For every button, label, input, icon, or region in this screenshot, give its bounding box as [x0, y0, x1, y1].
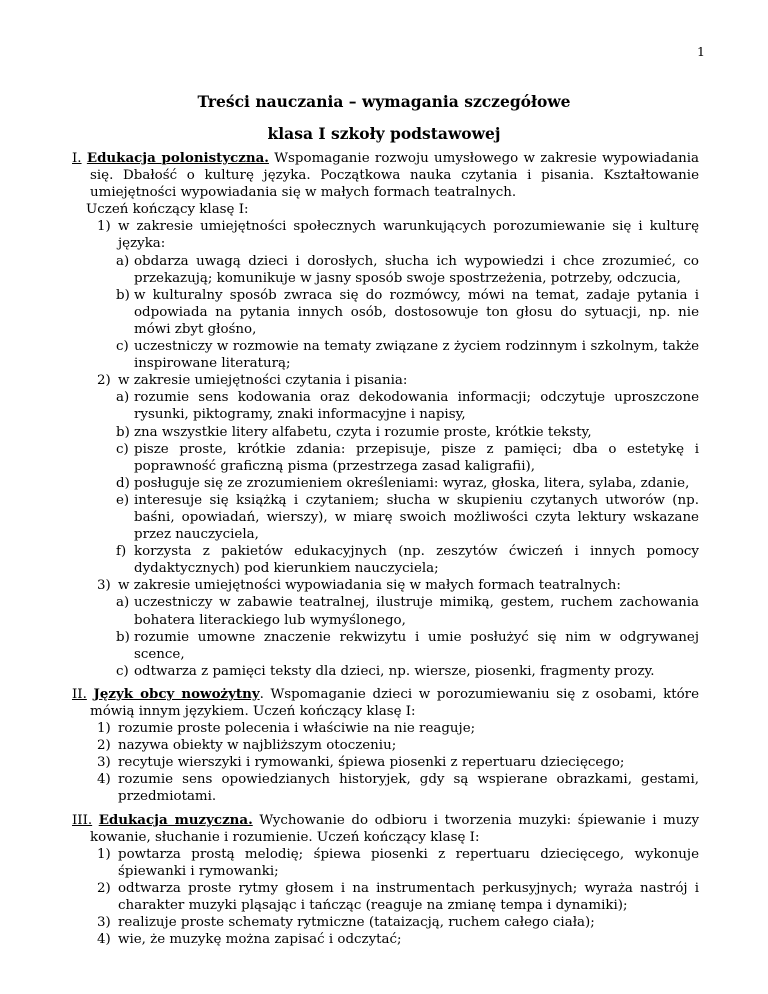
list-item-number: 2)	[97, 373, 111, 389]
section-foreign-language	[72, 686, 699, 806]
sub-list-item-text: korzysta z pakietów edukacyjnych (np. zeszytów ćwiczeń i innych pomocy dydaktycznych) pod kierunkiem nauczyciela;	[134, 544, 699, 577]
sub-list-item-text: obdarza uwagą dzieci i dorosłych, słucha ich wypowiedzi i chce zrozumieć, co przekazują; komunikuje w jasny sposób swoje spostrzeżenia, potrzeby, odczucia,	[134, 253, 699, 286]
section-polish	[72, 150, 699, 680]
list-item-number: 2)	[97, 880, 111, 896]
list-item-number: 1)	[97, 219, 111, 235]
sub-list-item	[72, 663, 699, 680]
list-item-number: 3)	[97, 915, 111, 931]
sub-list-item	[72, 424, 699, 441]
list-item	[72, 880, 699, 914]
sub-list-item-text: uczestniczy w zabawie teatralnej, ilustruje mimiką, gestem, ruchem zachowania bohatera literackiego lub wymyślonego,	[134, 595, 699, 628]
list-item	[72, 737, 699, 754]
list-item	[72, 372, 699, 389]
list-item-text: w zakresie umiejętności czytania i pisania:	[118, 373, 408, 389]
sub-list-item-letter: b)	[116, 629, 130, 645]
sub-list-item-letter: a)	[116, 390, 130, 406]
sub-list-item-letter: d)	[116, 475, 130, 491]
list-item-text: w zakresie umiejętności wypowiadania się w małych formach teatralnych:	[118, 578, 621, 594]
section-heading-paragraph	[72, 150, 699, 201]
list-item-text: wie, że muzykę można zapisać i odczytać;	[118, 932, 402, 948]
section-title: Edukacja muzyczna.	[98, 811, 253, 828]
section-title: Język obcy nowożytny	[93, 685, 260, 702]
document-title: Treści nauczania – wymagania szczegółowe	[197, 92, 571, 111]
document-subtitle: klasa I szkoły podstawowej	[267, 124, 501, 143]
sub-list-item-text: zna wszystkie litery alfabetu, czyta i rozumie proste, krótkie teksty,	[134, 424, 592, 440]
list-item-text: odtwarza proste rytmy głosem i na instrumentach perkusyjnych; wyraża nastrój i charakter muzyki pląsając i tańcząc (reaguje na zmianę tempa i dynamiki);	[118, 880, 699, 914]
list-item-number: 2)	[97, 738, 111, 754]
list-item-number: 1)	[97, 846, 111, 862]
sub-list-item-text: pisze proste, krótkie zdania: przepisuje, pisze z pamięci; dba o estetykę i poprawność graficzną pisma (przestrzega zasad kaligrafii),	[134, 441, 699, 474]
section-intro: . Wspomaganie dzieci w porozumiewaniu się z osobami, które mówią innym językiem. Uczeń kończący klasę I:	[90, 686, 699, 719]
list-item-number: 3)	[97, 755, 111, 771]
sub-list-item	[72, 338, 699, 372]
list-item-text: realizuje proste schematy rytmiczne (tataizacją, ruchem całego ciała);	[118, 915, 595, 931]
student-line: Uczeń kończący klasę I:	[86, 202, 249, 218]
sub-list-item-letter: e)	[116, 492, 130, 508]
sub-list-item-letter: f)	[116, 544, 127, 560]
list-item	[72, 720, 699, 737]
list-item-number: 4)	[97, 772, 111, 788]
list-item-text: w zakresie umiejętności społecznych warunkujących porozumiewanie się i kulturę języka:	[118, 219, 699, 252]
sub-list-item-letter: c)	[116, 663, 129, 679]
list-item-number: 3)	[97, 578, 111, 594]
sub-list-item	[72, 253, 699, 287]
sub-list-item-text: rozumie umowne znaczenie rekwizytu i umie posłużyć się nim w odgrywanej scence,	[134, 629, 699, 662]
sub-list-item-letter: c)	[116, 339, 129, 355]
sub-list-item-text: uczestniczy w rozmowie na tematy związane z życiem rodzinnym i szkolnym, także inspirowane literaturą;	[134, 339, 699, 372]
list-item-text: powtarza prostą melodię; śpiewa piosenki z repertuaru dziecięcego, wykonuje śpiewanki i rymowanki;	[118, 846, 699, 879]
sub-list-item	[72, 543, 699, 577]
list-item	[72, 771, 699, 805]
sub-list-item-letter: a)	[116, 253, 130, 269]
list-item	[72, 577, 699, 594]
list-item	[72, 914, 699, 931]
sub-list-item-text: w kulturalny sposób zwraca się do rozmówcy, mówi na temat, zadaje pytania i odpowiada na pytania innych osób, dostosowuje ton głosu do sytuacji, np. nie mówi zbyt głośno,	[134, 287, 699, 337]
list-item-text: recytuje wierszyki i rymowanki, śpiewa piosenki z repertuaru dziecięcego;	[118, 755, 625, 771]
section-heading-paragraph	[72, 686, 699, 720]
sub-list-item	[72, 629, 699, 663]
sub-list-item	[72, 594, 699, 628]
section-number: I.	[72, 151, 82, 166]
sub-list-item-text: interesuje się książką i czytaniem; słucha w skupieniu czytanych utworów (np. baśni, opowiadań, wierszy), w miarę swoich możliwości czyta lektury wskazane przez nauczyciela,	[134, 492, 699, 543]
sub-list-item	[72, 492, 699, 543]
section-number: III.	[72, 812, 93, 828]
sub-list-item-text: odtwarza z pamięci teksty dla dzieci, np. wiersze, piosenki, fragmenty prozy.	[134, 663, 655, 679]
sub-list-item	[72, 389, 699, 423]
sub-list-item-text: posługuje się ze zrozumieniem określeniami: wyraz, głoska, litera, sylaba, zdanie,	[134, 475, 690, 491]
section-intro: Wychowanie do odbioru i tworzenia muzyki: śpiewanie i muzy kowanie, słuchanie i rozumienie. Uczeń kończący klasę I:	[90, 812, 700, 845]
section-number: II.	[72, 686, 87, 702]
list-item	[72, 931, 699, 948]
page-number: 1	[697, 44, 705, 59]
list-item-text: rozumie proste polecenia i właściwie na nie reaguje;	[118, 721, 476, 737]
document-body	[72, 150, 699, 948]
list-item	[72, 846, 699, 880]
section-heading-paragraph	[72, 812, 699, 846]
sub-list-item	[72, 287, 699, 338]
sub-list-item-letter: a)	[116, 595, 130, 611]
list-item-number: 4)	[97, 932, 111, 948]
list-item	[72, 218, 699, 252]
list-item-number: 1)	[97, 721, 111, 737]
sub-list-item-letter: b)	[116, 287, 130, 303]
section-title: Edukacja polonistyczna.	[86, 150, 269, 166]
list-item-text: nazywa obiekty w najbliższym otoczeniu;	[118, 738, 397, 754]
section-music	[72, 812, 699, 949]
section-intro: Wspomaganie rozwoju umysłowego w zakresie wypowiadania się. Dbałość o kulturę języka. Początkowa nauka czytania i pisania. Kształtowanie umiejętności wypowiadania się w małych formach teatralnych.	[90, 151, 699, 201]
sub-list-item-letter: c)	[116, 441, 129, 457]
sub-list-item	[72, 441, 699, 475]
sub-list-item-text: rozumie sens kodowania oraz dekodowania informacji; odczytuje uproszczone rysunki, piktogramy, znaki informacyjne i napisy,	[134, 390, 699, 423]
list-item-text: rozumie sens opowiedzianych historyjek, gdy są wspierane obrazkami, gestami, przedmiotami.	[118, 772, 699, 805]
list-item	[72, 754, 699, 771]
sub-list-item-letter: b)	[116, 424, 130, 440]
sub-list-item	[72, 475, 699, 492]
